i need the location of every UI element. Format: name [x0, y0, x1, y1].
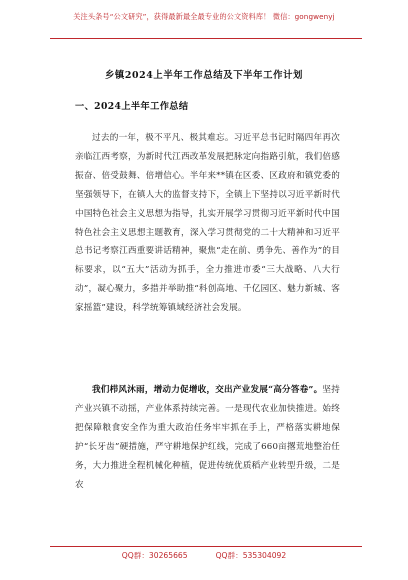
paragraph-2-body: 坚持产业兴镇不动摇，产业体系持续完善。一是现代农业加快推进。始终把保障粮食安全作为重大政治任务牢牢抓在手上，严格落实耕地保护“长牙齿”硬措施，严守耕地保护红线，完成了660亩撂荒地整治任务，大力推进全程机械化种植，促进传统优质稻产业转型升级，二是农: [75, 385, 340, 490]
footer-qq-group-2: QQ群：535304092: [215, 551, 287, 560]
header-promo-text: 关注头条号“公文研究”，获得最新最全最专业的公文资料库！ 微信：gongwenyj: [73, 12, 335, 21]
page-footer: [0, 550, 408, 561]
footer-qq-group-1: QQ群：30265665: [121, 551, 188, 560]
paragraph-2-bold-lead: 我们栉风沐雨，增动力促增收，交出产业发展“高分答卷”。: [92, 385, 323, 395]
page-header: [0, 0, 408, 40]
paragraph-2: [75, 381, 340, 494]
footer-divider: [50, 546, 362, 547]
header-divider: [50, 38, 362, 39]
paragraph-1: 过去的一年，极不平凡、极其难忘。习近平总书记时隔四年再次亲临江西考察，为新时代江西改革发展把脉定向指路引航，我们倍感振奋、倍受鼓舞、倍增信心。半年来**镇在区委、区政府和镇党委的坚强领导下，在镇人大的监督支持下，全镇上下坚持以习近平新时代中国特色社会主义思想为指导，扎实开展学习贯彻习近平新时代中国特色社会主义思想主题教育，深入学习贯彻党的二十大精神和习近平总书记考察江西重要讲话精神，聚焦“走在前、勇争先、善作为”的目标要求，以“五大”活动为抓手，全力推进市委“三大战略、八大行动”，凝心聚力，多措并举助推“科创高地、千亿园区、魅力新城、客家摇篮”建设，科学统筹镇域经济社会发展。: [75, 133, 340, 314]
section-heading: 一、2024上半年工作总结: [75, 101, 189, 112]
document-title: 乡镇2024上半年工作总结及下半年工作计划: [104, 70, 304, 81]
